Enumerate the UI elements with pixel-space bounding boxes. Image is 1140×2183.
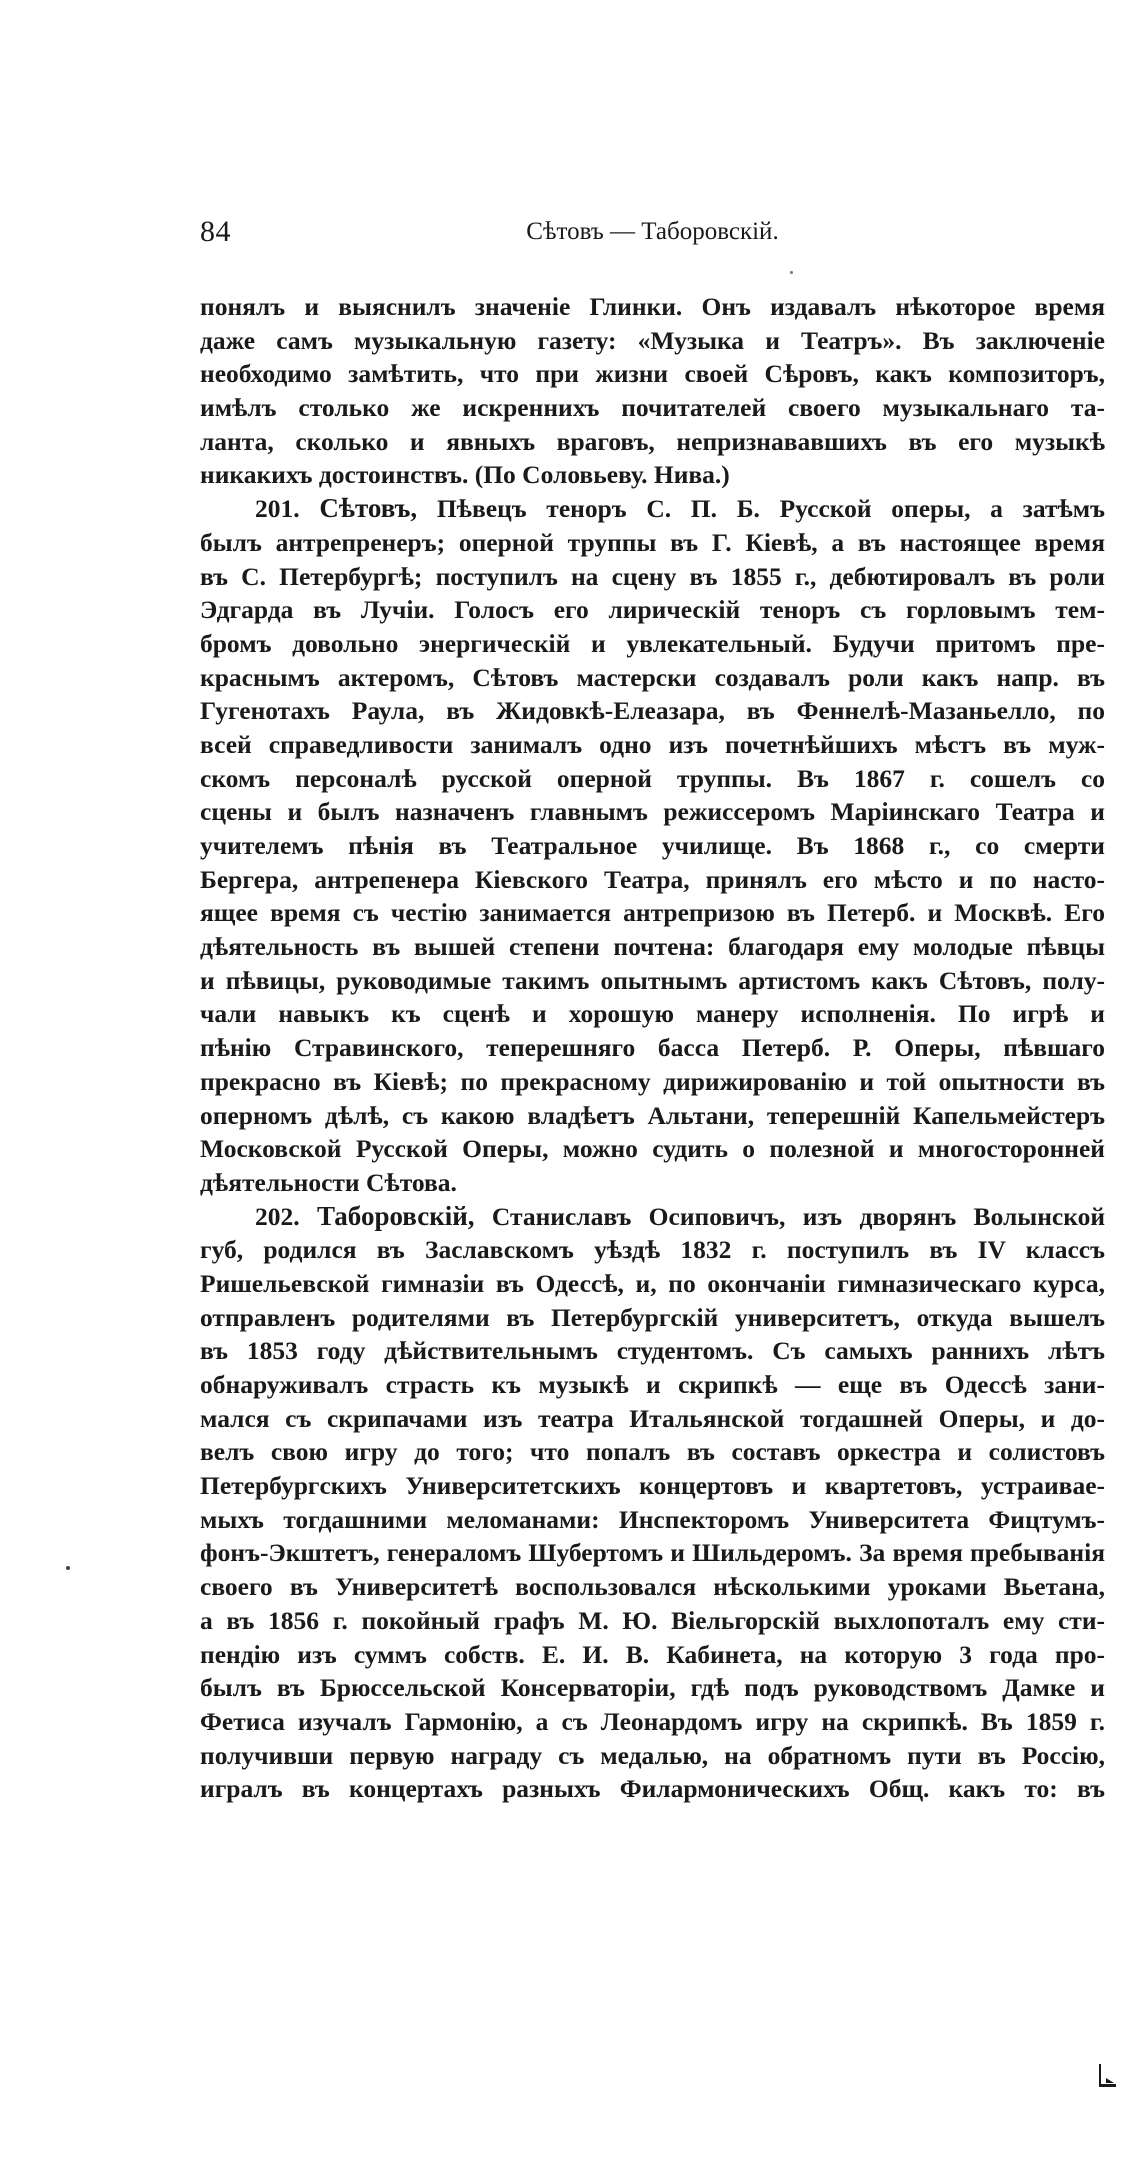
corner-mark-icon bbox=[1098, 2062, 1118, 2090]
text-line: Бергера, антрепенера Кіевского Театра, принялъ его мѣсто и по насто- bbox=[200, 864, 1105, 894]
text-line: фонъ-Экштетъ, генераломъ Шубертомъ и Шильдеромъ. За время пребыванія bbox=[200, 1538, 1105, 1568]
text-line: оперномъ дѣлѣ, съ какою владѣетъ Альтани, теперешній Капельмейстеръ bbox=[200, 1100, 1105, 1130]
text-line: понялъ и выяснилъ значеніе Глинки. Онъ издавалъ нѣкоторое время bbox=[200, 292, 1105, 321]
text-line: получивши первую награду съ медалью, на обратномъ пути въ Россію, bbox=[200, 1740, 1105, 1770]
text-line: краснымъ актеромъ, Сѣтовъ мастерски создавалъ роли какъ напр. въ bbox=[200, 662, 1105, 692]
text-line: ланта, сколько и явныхъ враговъ, непризнававшихъ въ его музыкѣ bbox=[200, 426, 1105, 456]
text-line: прекрасно въ Кіевѣ; по прекрасному дирижированію и той опытности въ bbox=[200, 1066, 1105, 1096]
text-line: былъ въ Брюссельской Консерваторіи, гдѣ подъ руководствомъ Дамке и bbox=[200, 1673, 1105, 1703]
text-line: Фетиса изучалъ Гармонію, а съ Леонардомъ игру на скрипкѣ. Въ 1859 г. bbox=[200, 1706, 1105, 1736]
entry-202 bbox=[200, 1200, 1105, 1806]
text-line: всей справедливости занималъ одно изъ почетнѣйшихъ мѣстъ въ муж- bbox=[200, 729, 1105, 759]
running-head: Сѣтовъ — Таборовскій. bbox=[526, 218, 779, 245]
text-line: ящее время съ честію занимается антрепризою въ Петерб. и Москвѣ. Его bbox=[200, 898, 1105, 928]
text-line: учителемъ пѣнія въ Театральное училище. Въ 1868 г., со смерти bbox=[200, 831, 1105, 860]
text-line: сцены и былъ назначенъ главнымъ режиссеромъ Маріинскаго Театра и bbox=[200, 797, 1105, 827]
text-line: игралъ въ концертахъ разныхъ Филармоническихъ Общ. какъ то: въ bbox=[200, 1774, 1105, 1804]
text-line: даже самъ музыкальную газету: «Музыка и Театръ». Въ заключеніе bbox=[200, 325, 1105, 355]
page-header bbox=[200, 215, 1105, 255]
entry-first-line-text: Пѣвецъ теноръ С. П. Б. Русской оперы, а затѣмъ bbox=[436, 494, 1106, 524]
text-line: въ 1853 году дѣйствительнымъ студентомъ. Съ самыхъ раннихъ лѣтъ bbox=[200, 1336, 1105, 1366]
text-line: имѣлъ столько же искреннихъ почитателей своего музыкальнаго та- bbox=[200, 393, 1105, 423]
text-line: никакихъ достоинствъ. (По Соловьеву. Нива.) bbox=[200, 460, 730, 490]
text-line: своего въ Университетѣ воспользовался нѣсколькими уроками Вьетана, bbox=[200, 1572, 1105, 1602]
text-line: дѣятельность въ вышей степени почтена: благодаря ему молодые пѣвцы bbox=[200, 932, 1105, 962]
entry-name: Таборовскій, bbox=[316, 1200, 475, 1231]
entry-first-line bbox=[200, 492, 1105, 526]
page-number: 84 bbox=[200, 215, 231, 248]
text-line: былъ антрепренеръ; оперной труппы въ Г. Кіевѣ, а въ настоящее время bbox=[200, 527, 1105, 557]
text-line: Гугенотахъ Раула, въ Жидовкѣ-Елеазара, въ Феннелѣ-Мазаньелло, по bbox=[200, 696, 1105, 726]
text-line: скомъ персоналѣ русской оперной труппы. Въ 1867 г. сошелъ со bbox=[200, 763, 1105, 793]
printing-speck bbox=[790, 271, 793, 274]
entry-201 bbox=[200, 492, 1105, 1199]
text-line: мыхъ тогдашними меломанами: Инспекторомъ Университета Фицтумъ- bbox=[200, 1504, 1105, 1534]
entry-first-line bbox=[200, 1200, 1105, 1234]
text-line: а въ 1856 г. покойный графъ М. Ю. Віельгорскій выхлопоталъ ему сти- bbox=[200, 1605, 1105, 1635]
text-line: и пѣвицы, руководимые такимъ опытнымъ артистомъ какъ Сѣтовъ, полу- bbox=[200, 965, 1105, 995]
text-line: Ришельевской гимназіи въ Одессѣ, и, по окончаніи гимназическаго курса, bbox=[200, 1268, 1105, 1298]
text-line: бромъ довольно энергическій и увлекательный. Будучи притомъ пре- bbox=[200, 628, 1105, 658]
text-line: отправленъ родителями въ Петербургскій университетъ, откуда вышелъ bbox=[200, 1302, 1105, 1332]
text-line: велъ свою игру до того; что попалъ въ составъ оркестра и солистовъ bbox=[200, 1437, 1105, 1467]
text-line: дѣятельности Сѣтова. bbox=[200, 1167, 457, 1197]
text-line: чали навыкъ къ сценѣ и хорошую манеру исполненія. По игрѣ и bbox=[200, 999, 1105, 1029]
text-line: въ С. Петербургѣ; поступилъ на сцену въ 1855 г., дебютировалъ въ роли bbox=[200, 561, 1105, 591]
entry-name: Сѣтовъ, bbox=[319, 493, 418, 524]
text-line: Петербургскихъ Университетскихъ концертовъ и квартетовъ, устраивае- bbox=[200, 1471, 1105, 1501]
text-line: необходимо замѣтить, что при жизни своей Сѣровъ, какъ композиторъ, bbox=[200, 359, 1105, 389]
entry-number: 201. bbox=[255, 494, 300, 524]
text-line: пѣнію Стравинского, теперешняго басса Петерб. Р. Оперы, пѣвшаго bbox=[200, 1033, 1105, 1063]
text-line: пендію изъ суммъ собств. Е. И. В. Кабинета, на которую 3 года про- bbox=[200, 1639, 1105, 1669]
entry-first-line-text: Станиславъ Осиповичъ, изъ дворянъ Волынской bbox=[491, 1201, 1106, 1231]
text-line: губ, родился въ Заславскомъ уѣздѣ 1832 г. поступилъ въ IV классъ bbox=[200, 1235, 1105, 1265]
text-line: мался съ скрипачами изъ театра Итальянской тогдашней Оперы, и до- bbox=[200, 1403, 1105, 1433]
continuation-paragraph bbox=[200, 290, 1105, 492]
stray-ink-mark bbox=[66, 1566, 70, 1570]
entry-number: 202. bbox=[255, 1201, 300, 1231]
text-line: Московской Русской Оперы, можно судить о полезной и многосторонней bbox=[200, 1134, 1105, 1164]
text-line: Эдгарда въ Лучіи. Голосъ его лирическій теноръ съ горловымъ тем- bbox=[200, 595, 1105, 625]
text-line: обнаруживалъ страсть къ музыкѣ и скрипкѣ — еще въ Одессѣ зани- bbox=[200, 1370, 1105, 1399]
body-text bbox=[200, 290, 1105, 1806]
